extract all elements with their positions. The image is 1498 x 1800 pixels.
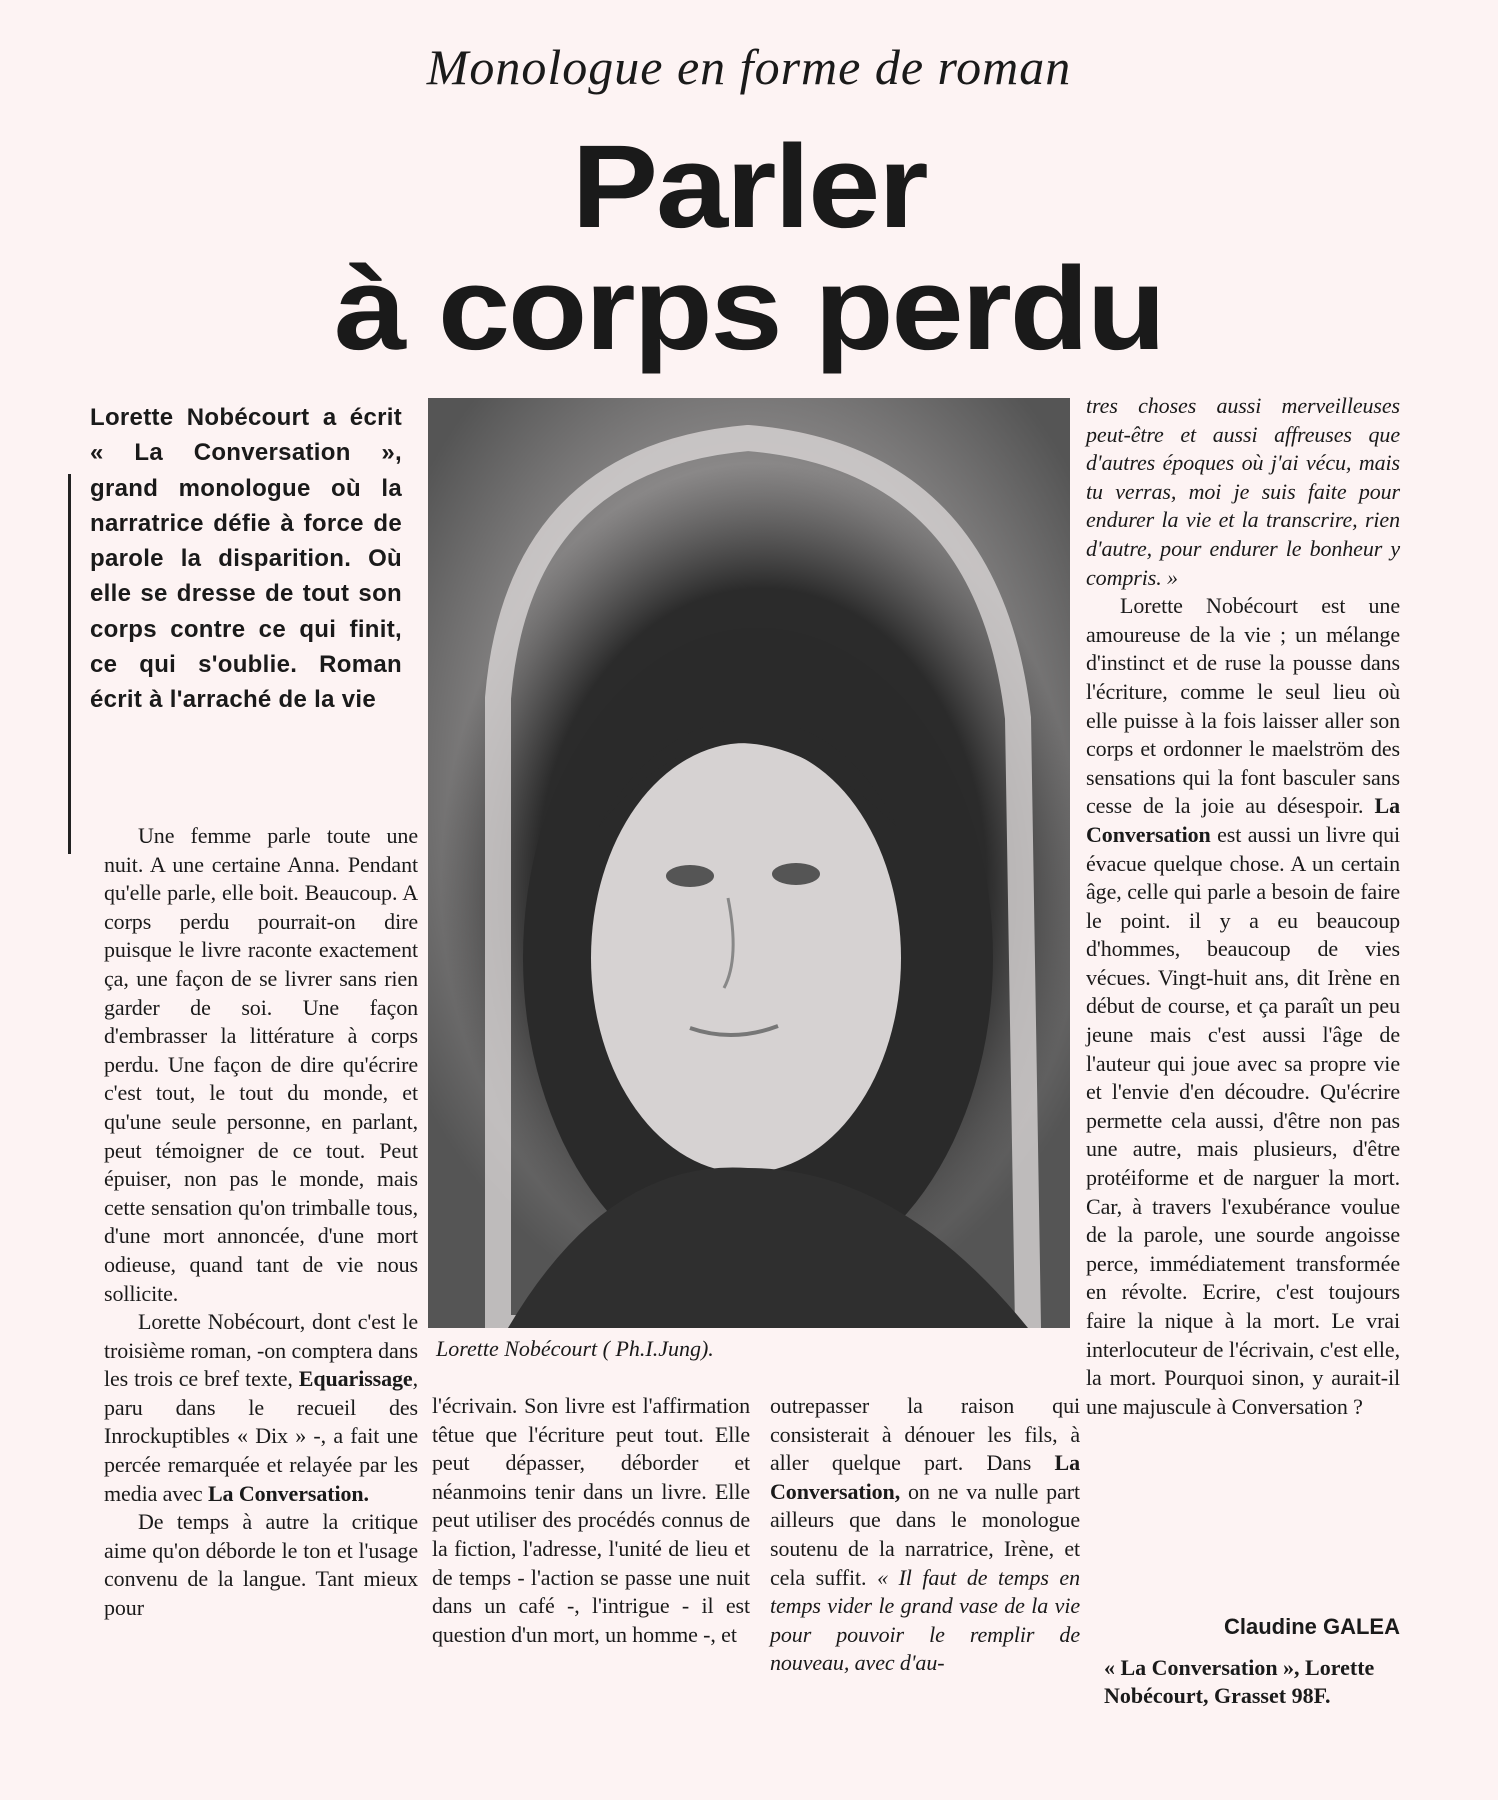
paragraph	[104, 1308, 418, 1508]
photo-illustration	[428, 398, 1070, 1328]
paragraph: Une femme parle toute une nuit. A une certaine Anna. Pendant qu'elle parle, elle boit. Beaucoup. A corps perdu pourrait-on dire puisque le livre raconte exactement ça, une façon de se livrer sans rien garder de soi. Une façon d'embrasser la littérature à corps perdu. Une façon de dire qu'écrire c'est tout, le tout du monde, et qu'une seule personne, en parlant, peut témoigner de ce tout. Peut épuiser, non pas le monde, mais cette sensation qu'on trimballe tous, d'une mort annoncée, d'une mort odieuse, quand tant de vie nous sollicite.	[104, 823, 418, 1306]
headline-line-1: Parler	[571, 121, 927, 253]
photo-caption: Lorette Nobécourt ( Ph.I.Jung).	[436, 1336, 714, 1361]
text-run: Lorette Nobécourt, dont c'est le troisième roman, -on comptera dans les trois ce bref texte,	[104, 1309, 418, 1392]
kicker: Monologue en forme de roman	[426, 39, 1072, 95]
paragraph	[1086, 592, 1400, 1421]
quote: « Il faut de temps en temps vider le grand vase de la vie pour pouvoir le remplir de nouveau, avec d'au-	[770, 1564, 1080, 1676]
author-photo	[428, 398, 1070, 1328]
text-run: on ne va nulle part ailleurs que dans le monologue soutenu de la narratrice, Irène, et cela suffit.	[770, 1478, 1080, 1590]
paragraph: De temps à autre la critique aime qu'on déborde le ton et l'usage convenu de la langue. Tant mieux pour	[104, 1509, 418, 1621]
text-run: , paru dans le recueil des Inrockuptibles « Dix » -, a fait une percée remarquée et relayée par les media avec	[104, 1366, 418, 1506]
book-title-conversation: La Conversation,	[770, 1450, 1080, 1504]
book-reference: « La Conversation », Lorette Nobécourt, Grasset 98F.	[1104, 1655, 1375, 1708]
text-run: est aussi un livre qui évacue quelque chose. A un certain âge, celle qui parle a besoin de faire le point. il y a eu beaucoup d'hommes, beaucoup de vies vécues. Vingt-huit ans, dit Irène en début de course, et ça paraît un peu jeune mais c'est aussi l'âge de l'auteur qui joue avec sa propre vie et l'envie d'en découdre. Qu'écrire permette cela aussi, d'être non pas une autre, mais plusieurs, d'être protéiforme et de narguer la mort. Car, à travers l'exubérance voulue de la parole, une sourde angoisse perce, immédiatement transformée en révolte. Ecrire, c'est toujours faire la nique à la mort. Le vrai interlocuteur de l'écrivain, c'est elle, la mort. Pourquoi sinon, y aurait-il une majuscule à Conversation ?	[1086, 821, 1400, 1419]
column-2	[432, 1392, 750, 1649]
text-run: outrepasser la raison qui consisterait à dénouer les fils, à aller quelque part. Dans	[770, 1393, 1080, 1476]
column-4	[1086, 392, 1400, 1421]
chapo: Lorette Nobécourt a écrit « La Conversation », grand monologue où la narratrice défie à force de parole la disparition. Où elle se dresse de tout son corps contre ce qui finit, ce qui s'oublie. Roman écrit à l'arraché de la vie	[90, 404, 402, 714]
paragraph: l'écrivain. Son livre est l'affirmation têtue que l'écriture peut tout. Elle peut dépasser, déborder et néanmoins tenir dans un livre. Elle peut utiliser des procédés connus de la fiction, l'adresse, l'unité de lieu et de temps - l'action se passe une nuit dans un café -, l'intrigue - il est question d'un mort, un homme -, et	[432, 1393, 750, 1647]
column-1	[104, 822, 418, 1623]
column-3	[770, 1392, 1080, 1678]
author-signature: Claudine GALEA	[1223, 1614, 1400, 1639]
book-title-equarissage: Equarissage	[298, 1366, 413, 1392]
headline-line-2: à corps perdu	[334, 243, 1164, 375]
quote-end: tres choses aussi merveilleuses peut-être et aussi affreuses que d'autres époques où j'ai vécu, mais tu verras, moi je suis faite pour endurer la vie et la transcrire, rien d'autre, pour endurer le bonheur y compris. »	[1086, 393, 1400, 590]
book-title-conversation: La Conversation	[1086, 793, 1400, 847]
text-run: Lorette Nobécourt est une amoureuse de la vie ; un mélange d'instinct et de ruse la pousse dans l'écriture, comme le seul lieu où elle puisse à la fois laisser aller son corps et ordonner le maelström des sensations qui la font basculer sans cesse de la joie au désespoir.	[1086, 593, 1400, 819]
paragraph	[770, 1392, 1080, 1678]
book-title-conversation: La Conversation.	[207, 1480, 369, 1506]
chapo-rule	[68, 474, 71, 854]
